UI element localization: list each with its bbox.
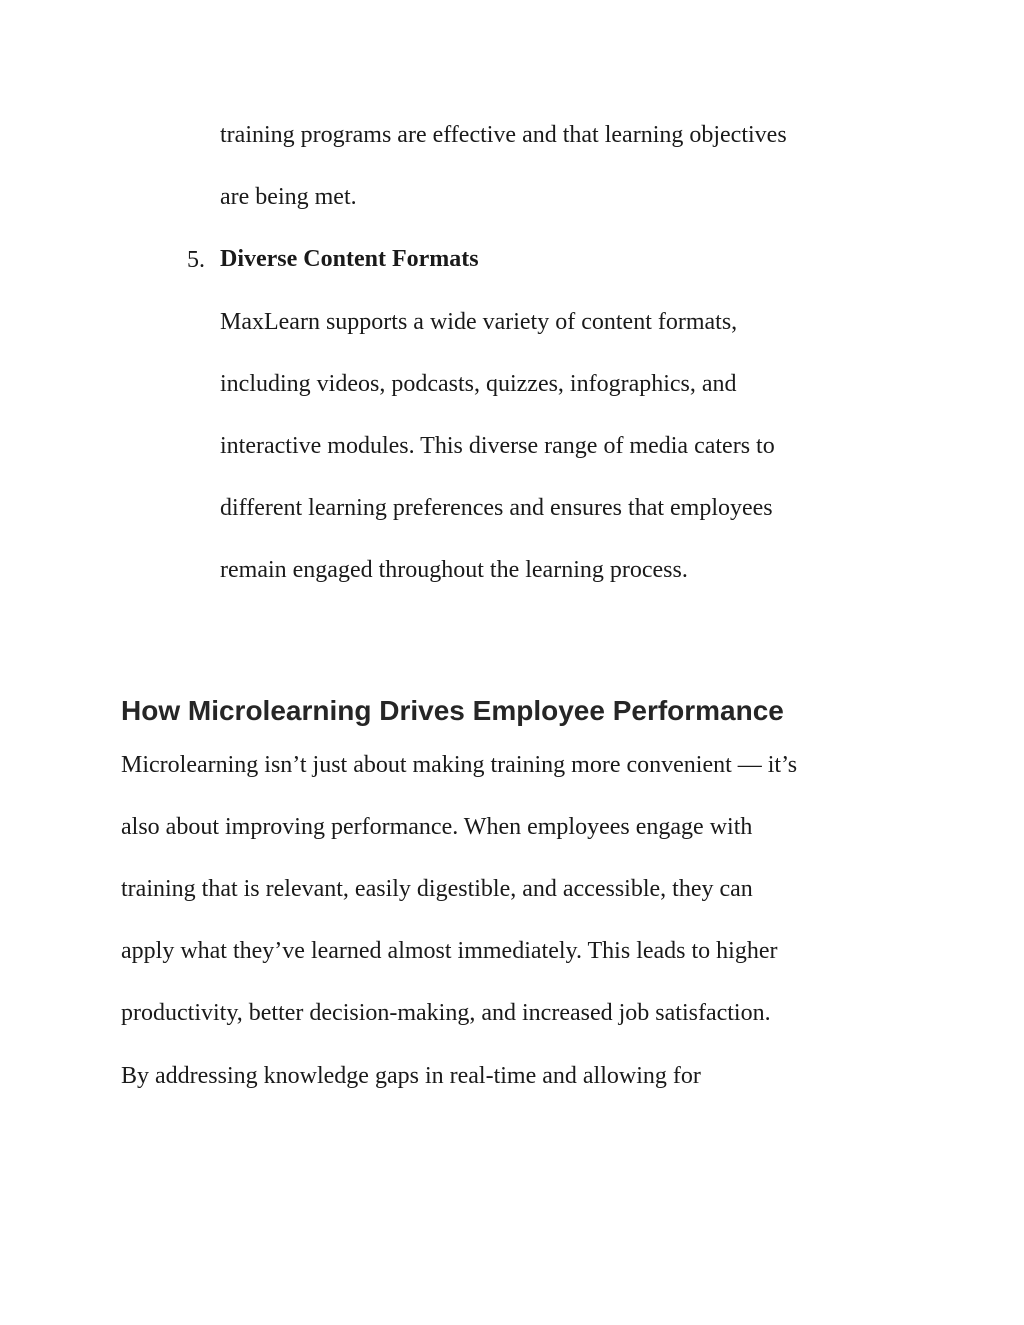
body-text-line: By addressing knowledge gaps in real-time and allowing for (121, 1063, 701, 1089)
body-text-line: interactive modules. This diverse range of media caters to (220, 433, 775, 459)
body-text-line: Microlearning isn’t just about making training more convenient — it’s (121, 752, 798, 778)
body-text-line: different learning preferences and ensures that employees (220, 495, 773, 521)
body-text-line: remain engaged throughout the learning process. (220, 557, 688, 583)
body-text-line: also about improving performance. When employees engage with (121, 814, 753, 840)
list-number: 5. (187, 247, 205, 273)
body-text-line: apply what they’ve learned almost immediately. This leads to higher (121, 938, 778, 964)
body-text-line: training that is relevant, easily digestible, and accessible, they can (121, 876, 753, 902)
body-text-line: including videos, podcasts, quizzes, infographics, and (220, 371, 737, 397)
section-heading: How Microlearning Drives Employee Performance (121, 695, 784, 726)
body-text-line: are being met. (220, 184, 357, 210)
body-text-line: MaxLearn supports a wide variety of content formats, (220, 309, 738, 335)
list-item-heading: Diverse Content Formats (220, 246, 479, 272)
body-text-line: training programs are effective and that learning objectives (220, 122, 787, 148)
body-text-line: productivity, better decision-making, and increased job satisfaction. (121, 1000, 771, 1026)
